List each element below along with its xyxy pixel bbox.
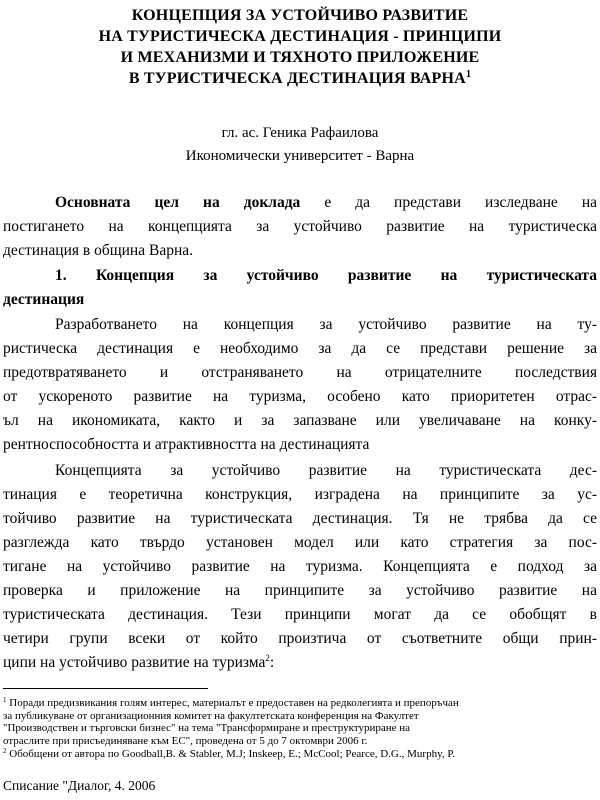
p1-line-6: рентноспособността и атрактивността на дестинацията: [3, 436, 370, 453]
p1-line-3: предотвратяването и отстраняването на отрицателните последствия: [3, 364, 597, 381]
footnote-1-line-3: "Производствен и търговски бизнес" на тема "Трансформиране и преструктуриране на: [3, 722, 411, 734]
author-name: гл. ас. Геника Рафаилова: [221, 125, 379, 141]
p1-line-2: ристическа дестинация е необходимо за да се представи решение за: [3, 340, 597, 357]
p2-line-1: Концепцията за устойчиво развитие на туристическата дес-: [55, 462, 597, 479]
p2-line-4: разглежда като твърдо установен модел или като стратегия за пос-: [3, 534, 597, 551]
title-footnote-mark[interactable]: 1: [465, 69, 472, 80]
title-line-1: КОНЦЕПЦИЯ ЗА УСТОЙЧИВО РАЗВИТИЕ: [131, 7, 469, 24]
p2-line-8: четири групи всеки от който произтича от съответните общи прин-: [3, 630, 597, 647]
author-affiliation: Икономически университет - Варна: [185, 148, 415, 164]
p2-line-6: проверка и приложение на принципите за устойчиво развитие на: [3, 582, 597, 599]
footnote-2-line-1: $^2$ Обобщени от автора по Goodball,B. & Stabler, M.J; Inskeep, E.; McCool; Pearce, D.G., Murphy, P.: [3, 748, 455, 760]
title-line-3: И МЕХАНИЗМИ И ТЯХНОТО ПРИЛОЖЕНИЕ: [120, 49, 480, 66]
journal-footer: Списание "Диалог, 4. 2006: [3, 778, 156, 793]
p2-line-5: тигане на устойчиво развитие на туризма. Концепцията е подход за: [3, 558, 597, 575]
intro-line-3: дестинация в община Варна.: [3, 242, 193, 259]
p1-line-5: ъл на икономиката, както и за запазване или увеличаване на конку-: [3, 412, 597, 429]
p2-line-7: туристическата дестинация. Тези принципи могат да се обобщят в: [3, 606, 597, 623]
section-heading-line-1: 1. Концепция за устойчиво развитие на туристическата: [55, 267, 597, 284]
p2-line-2: тинация е теоретична конструкция, изградена на принципите за ус-: [3, 486, 597, 503]
title-line-2: НА ТУРИСТИЧЕСКА ДЕСТИНАЦИЯ - ПРИНЦИПИ: [98, 28, 502, 45]
intro-line-2: постигането на концепцията за устойчиво развитие на туристическа: [3, 218, 597, 235]
p1-line-4: от ускореното развитие на туризма, особено като приоритетен отрас-: [3, 388, 597, 405]
paper-title: [40, 5, 560, 89]
intro-line-1: Основната цел на доклада е да представи изследване на: [55, 194, 597, 211]
p2-footnote-mark[interactable]: 2: [265, 653, 270, 663]
section-heading-line-2: дестинация: [3, 291, 85, 308]
p2-line-3: тойчиво развитие на туристическата дестинация. Тя не трябва да се: [3, 510, 597, 527]
p2-line-9: ципи на устойчиво развитие на туризма$^2$:: [3, 653, 275, 671]
footnote-separator: [3, 688, 208, 689]
footnote-1-line-2: за публикуване от организационния комитет на факултетската конференция на Факултет: [3, 710, 419, 722]
footnote-1-line-1: $^1$ Поради предизвикания голям интерес, материалът е предоставен на редколегията и препоръчан: [3, 697, 459, 709]
title-line-4: В ТУРИСТИЧЕСКА ДЕСТИНАЦИЯ ВАРНА$^1$: [128, 69, 472, 87]
footnote-1-line-4: отраслите при присъединяване към ЕС", проведена от 5 до 7 октомври 2006 г.: [3, 735, 368, 747]
p1-line-1: Разработването на концепция за устойчиво развитие на ту-: [55, 316, 597, 333]
